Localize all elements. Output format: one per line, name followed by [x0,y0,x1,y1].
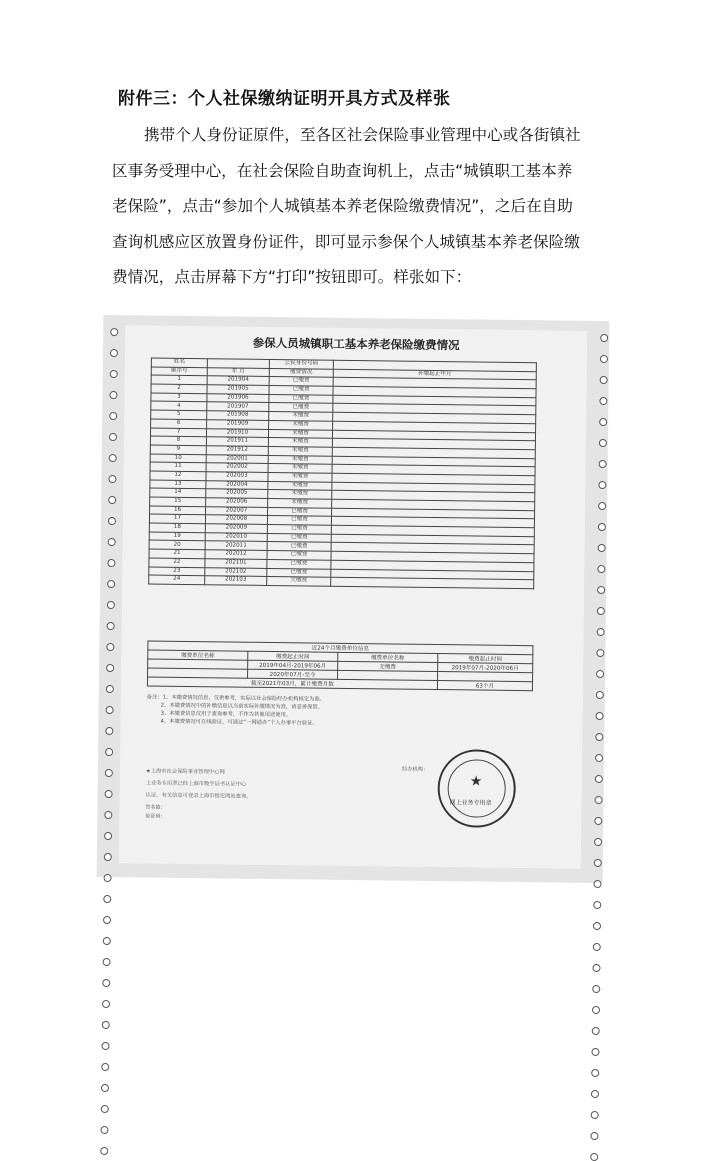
table-cell: 未缴费 [268,490,332,499]
table-cell: 201904 [207,376,269,385]
summary-header-cell: 缴费单位名称 [148,650,248,660]
verify-label: 验证码： [145,813,166,820]
table-cell: 201908 [207,411,269,420]
feed-hole-icon [101,1105,109,1113]
table-cell: 201911 [206,437,268,446]
table-header-cell: 姓名 [151,358,207,367]
issuer-footer [146,765,252,802]
table-cell: 17 [149,514,205,523]
table-cell: 202004 [206,480,268,489]
table-cell: 欠缴费 [267,577,331,586]
table-cell: 未缴费 [268,472,332,481]
remark-line: 备注：1、本缴费情况信息，仅供参考，实际以社会保险经办机构核定为准。 [146,694,325,703]
feed-hole-icon [595,775,603,783]
feed-hole-icon [107,622,115,630]
table-cell: 15 [150,497,206,506]
table-header-cell: 顺序号 [151,367,207,376]
feed-hole-icon [592,985,600,993]
paragraph-line: 携带个人身份证原件，至各区社会保险事业管理中心或各街镇社 [144,126,581,144]
feed-hole-icon [103,895,111,903]
feed-hole-icon [594,817,602,825]
table-cell: 202007 [206,506,268,515]
employer-summary-table [147,640,534,691]
table-cell: 未缴费 [269,420,333,429]
feed-hole-icon [600,334,608,342]
table-cell: 201906 [207,393,269,402]
table-cell: 202003 [206,472,268,481]
table-cell: 3 [151,393,207,402]
feed-hole-icon [599,460,607,468]
feed-hole-icon [592,1006,600,1014]
table-cell: 已缴费 [269,403,333,412]
summary-header-cell: 缴费起止时间 [438,654,533,664]
total-months-label: 截至2021年03月，累计缴费月数 [147,677,437,690]
footer-line: 上业务专用章已经上海市数字证书认证中心 [145,780,247,788]
feed-hole-icon [101,1063,109,1071]
feed-hole-icon [598,544,606,552]
feed-hole-icon [597,565,605,573]
table-cell: 21 [149,549,205,558]
feed-hole-icon [600,355,608,363]
feed-hole-icon [595,796,603,804]
feed-hole-icon [103,937,111,945]
feed-hole-icon [110,349,118,357]
feed-hole-icon [595,754,603,762]
table-cell: 13 [150,480,206,489]
footer-line: 认证，有关信息可登录上海市指定网站查询。 [145,792,252,800]
feed-hole-icon [591,1048,599,1056]
table-cell: 已缴费 [267,516,331,525]
feed-hole-icon [100,1126,108,1134]
summary-cell: 2019年04月-2019年06月 [248,660,338,670]
summary-cell: 2019年07月-2020年06月 [438,663,533,673]
table-cell: 201912 [206,446,268,455]
feed-hole-icon [102,979,110,987]
table-cell: 201907 [207,402,269,411]
feed-hole-icon [591,1111,599,1119]
table-cell: 未缴费 [268,464,332,473]
tractor-feed-holes-right [589,321,614,883]
feed-hole-icon [110,328,118,336]
table-cell: 202002 [206,463,268,472]
feed-hole-icon [110,370,118,378]
feed-hole-icon [598,502,606,510]
feed-hole-icon [108,538,116,546]
feed-hole-icon [591,1069,599,1077]
total-months-value: 63个月 [437,681,532,691]
feed-hole-icon [106,685,114,693]
summary-title: 近24个月缴费单位信息 [148,641,533,655]
summary-cell: 2020年07月-至今 [248,669,338,679]
feed-hole-icon [108,496,116,504]
remarks-block [146,693,546,730]
table-cell: 202008 [205,515,267,524]
table-cell: 202101 [205,559,267,568]
summary-header-cell: 缴费单位名称 [338,652,438,662]
table-cell: 24 [149,575,205,584]
table-cell: 未缴费 [268,429,332,438]
paragraph-line: 区事务受理中心，在社会保险自助查询机上，点击“城镇职工基本养 [112,161,573,180]
table-cell: 已缴费 [267,551,331,560]
signature-block [145,803,565,826]
table-cell: 未缴费 [268,498,332,507]
table-cell: 202103 [205,576,267,585]
feed-hole-icon [598,523,606,531]
summary-header-cell: 缴费起止时间 [248,651,338,661]
feed-hole-icon [597,586,605,594]
feed-hole-icon [597,607,605,615]
footer-line: ★上海市社会保险事业管理中心网 [145,768,225,776]
instruction-paragraph [112,118,590,296]
feed-hole-icon [105,748,113,756]
table-cell: 16 [150,506,206,515]
table-cell: 已缴费 [269,377,333,386]
table-cell: 201905 [207,385,269,394]
feed-hole-icon [101,1042,109,1050]
feed-hole-icon [599,439,607,447]
table-cell: 已缴费 [269,386,333,395]
table-cell: 202012 [205,550,267,559]
feed-hole-icon [593,922,601,930]
feed-hole-icon [107,559,115,567]
table-cell: 14 [150,488,206,497]
paragraph-line: 老保险”，点击“参加个人城镇基本养老保险缴费情况”，之后在自助 [112,197,573,215]
feed-hole-icon [109,454,117,462]
feed-hole-icon [593,880,601,888]
feed-hole-icon [100,1147,108,1155]
feed-hole-icon [109,412,117,420]
feed-hole-icon [598,481,606,489]
table-cell: 未缴费 [269,412,333,421]
feed-hole-icon [590,1132,598,1140]
feed-hole-icon [106,706,114,714]
feed-hole-icon [104,811,112,819]
table-header-cell: 补缴起止年月 [333,369,536,380]
feed-hole-icon [600,376,608,384]
feed-hole-icon [596,712,604,720]
feed-hole-icon [101,1084,109,1092]
table-cell: 202010 [205,532,267,541]
feed-hole-icon [108,517,116,525]
table-cell: 已缴费 [267,542,331,551]
paragraph-line: 查询机感应区放置身份证件，即可显示参保个人城镇基本养老保险缴 [112,232,580,251]
table-cell: 已缴费 [268,507,332,516]
feed-hole-icon [103,916,111,924]
table-cell: 已缴费 [267,568,331,577]
table-cell: 11 [150,462,206,471]
remark-line: 4、本缴费情况可在线验证，可通过“一网通办”个人办事平台验证。 [160,718,318,727]
feed-hole-icon [599,397,607,405]
table-cell: 未缴费 [268,438,332,447]
feed-hole-icon [594,859,602,867]
table-cell: 未缴费 [268,481,332,490]
feed-hole-icon [595,733,603,741]
table-header-cell: 年 月 [207,367,269,376]
feed-hole-icon [107,601,115,609]
feed-hole-icon [105,769,113,777]
table-cell: 202006 [206,498,268,507]
feed-hole-icon [590,1153,598,1161]
feed-hole-icon [104,853,112,861]
table-cell: 201910 [206,428,268,437]
remark-line: 3、本缴费信息仅用于查询参考，不作为其他用途使用。 [160,710,292,719]
table-cell: 已缴费 [269,394,333,403]
feed-hole-icon [107,580,115,588]
table-cell: 5 [151,410,207,419]
certificate-sheet [119,325,588,869]
table-cell: 6 [151,419,207,428]
paragraph-line: 费情况，点击屏幕下方“打印”按钮即可。样张如下： [112,268,472,286]
table-cell: 未缴费 [268,446,332,455]
feed-hole-icon [108,475,116,483]
table-cell: 9 [150,445,206,454]
feed-hole-icon [594,838,602,846]
table-cell: 20 [149,540,205,549]
table-cell: 已缴费 [267,559,331,568]
feed-hole-icon [599,418,607,426]
feed-hole-icon [105,727,113,735]
feed-hole-icon [592,1027,600,1035]
table-cell: 18 [149,523,205,532]
table-cell: 2 [151,384,207,393]
table-cell: 22 [149,558,205,567]
feed-hole-icon [596,691,604,699]
feed-hole-icon [593,901,601,909]
table-cell: 202001 [206,454,268,463]
feed-hole-icon [592,964,600,972]
signature-label: 签名值： [145,804,166,811]
feed-hole-icon [102,1000,110,1008]
table-cell: 4 [151,401,207,410]
page-heading: 附件三：个人社保缴纳证明开具方式及样张 [118,89,451,109]
table-cell: 已缴费 [267,525,331,534]
table-header-cell: 缴费情况 [269,368,333,377]
feed-hole-icon [105,790,113,798]
feed-hole-icon [596,670,604,678]
feed-hole-icon [593,943,601,951]
summary-cell: 无缴费 [338,661,438,671]
feed-hole-icon [106,643,114,651]
table-cell: 19 [149,532,205,541]
table-cell: 201909 [207,420,269,429]
sample-certificate-scan [97,315,610,883]
remark-line: 2、本缴费情况中的补缴信息以当前实际补缴情况为准，请妥善保管。 [160,702,323,711]
certificate-title: 参保人员城镇职工基本养老保险缴费情况 [252,335,460,353]
seal-star-icon: ★ [469,773,483,790]
table-cell: 202005 [206,489,268,498]
table-cell: 8 [150,436,206,445]
table-cell: 7 [150,428,206,437]
table-cell: 已缴费 [267,533,331,542]
seal-text: 网上业务专用章 [449,799,492,807]
feed-hole-icon [104,832,112,840]
feed-hole-icon [106,664,114,672]
table-cell: 23 [149,567,205,576]
table-header-cell: 公民身份号码 [269,359,333,368]
table-cell: 202009 [205,524,267,533]
feed-hole-icon [102,958,110,966]
feed-hole-icon [591,1090,599,1098]
feed-hole-icon [102,1021,110,1029]
table-cell: 未缴费 [268,455,332,464]
table-cell: 202011 [205,541,267,550]
agency-label: 经办机构： [401,766,429,773]
table-cell: 1 [151,375,207,384]
table-cell: 12 [150,471,206,480]
table-cell: 10 [150,454,206,463]
feed-hole-icon [596,649,604,657]
contribution-table [148,358,537,590]
feed-hole-icon [109,433,117,441]
feed-hole-icon [597,628,605,636]
feed-hole-icon [104,874,112,882]
table-cell: 202102 [205,567,267,576]
table-cell [331,577,534,588]
feed-hole-icon [109,391,117,399]
